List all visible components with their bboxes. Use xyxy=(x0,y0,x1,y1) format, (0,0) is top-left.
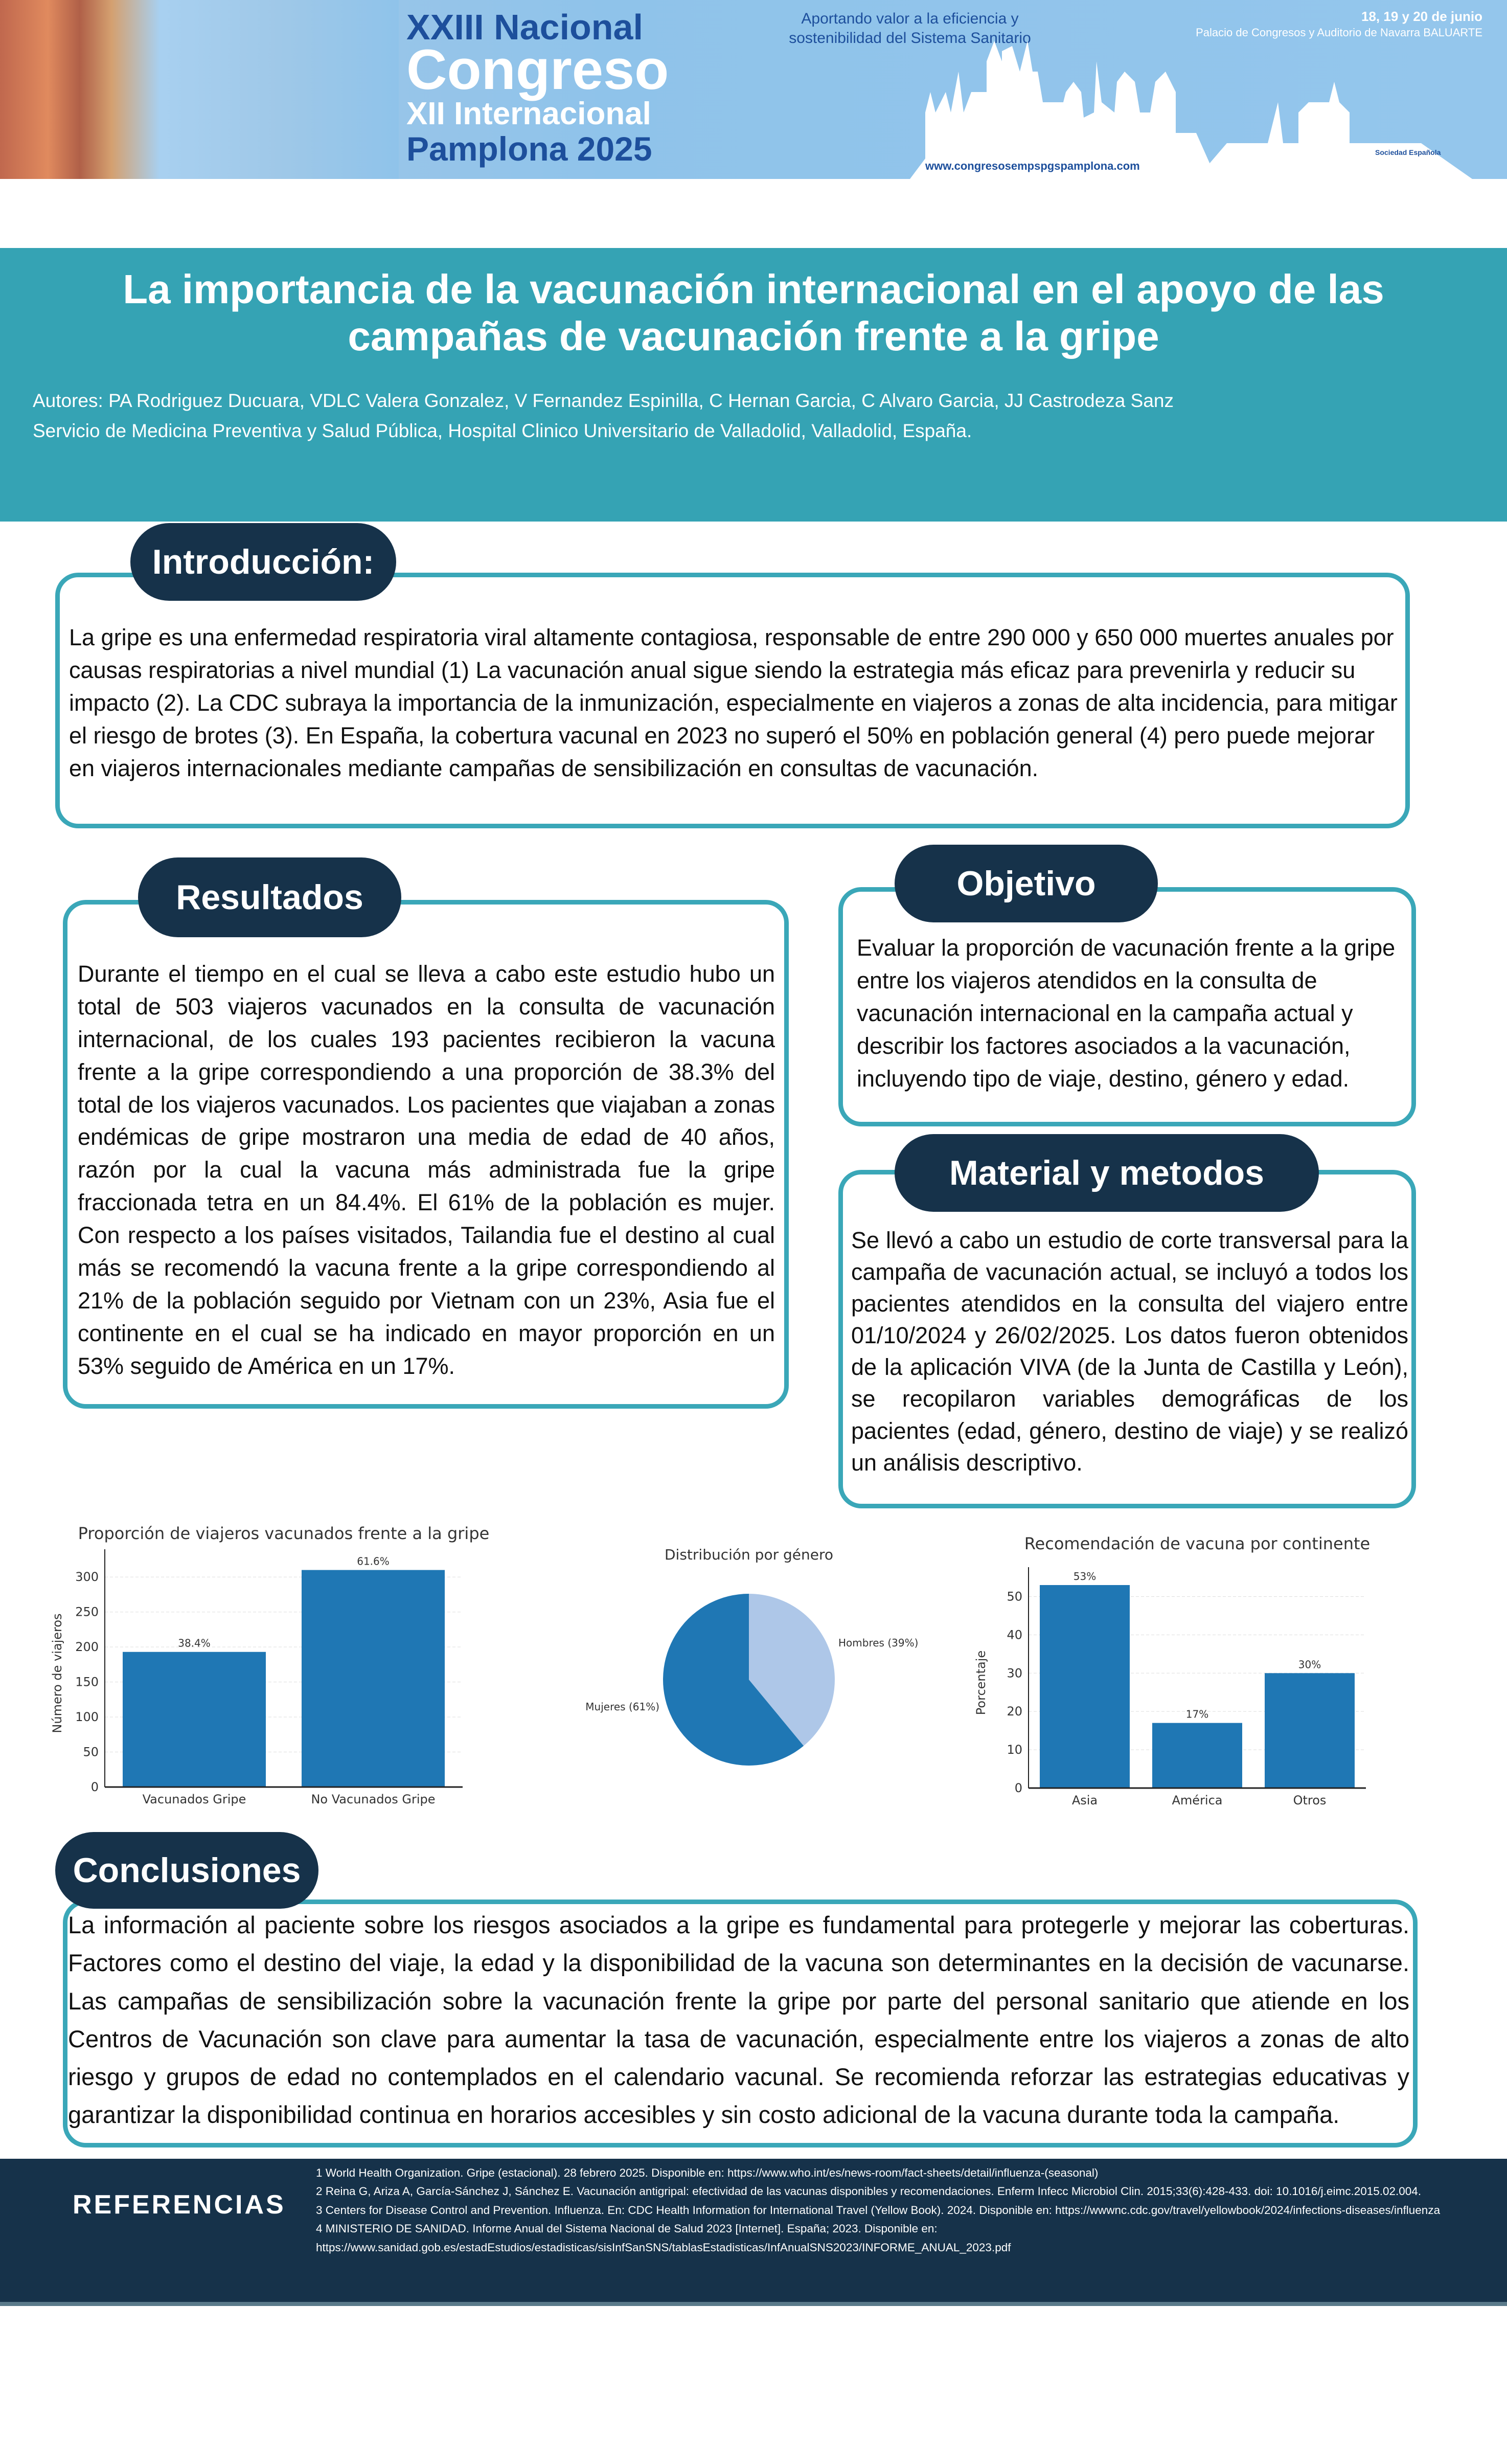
congress-banner xyxy=(0,0,1507,179)
y-tick-label: 100 xyxy=(75,1710,99,1725)
venue-text: Palacio de Congresos y Auditorio de Navarra BALUARTE xyxy=(1196,26,1482,39)
chart-title: Distribución por género xyxy=(665,1546,833,1563)
authors: Autores: PA Rodriguez Ducuara, VDLC Valera Gonzalez, V Fernandez Espinilla, C Hernan Garcia, C Alvaro Garcia, JJ Castrodeza Sanz xyxy=(33,390,1174,411)
x-tick-label: Vacunados Gripe xyxy=(142,1792,246,1806)
x-tick-label: No Vacunados Gripe xyxy=(311,1792,436,1806)
congress-title-line4: Pamplona 2025 xyxy=(406,130,652,168)
y-tick-label: 50 xyxy=(83,1745,99,1759)
congress-dates xyxy=(1176,8,1482,40)
material-heading: Material y metodos xyxy=(895,1134,1319,1212)
introduccion-text: La gripe es una enfermedad respiratoria viral altamente contagiosa, responsable de entre 290 000 y 650 000 muertes anuales por causas respiratorias a nivel mundial (1) La vacunación anual sigue siendo la estrategia más eficaz para prevenirla y reducir su impacto (2). La CDC subraya la importancia de la inmunización, especialmente en viajeros a zonas de alta incidencia, para mitigar el riesgo de brotes (3). En España, la cobertura vacunal en 2023 no superó el 50% en población general (4) pero puede mejorar en viajeros internacionales mediante campañas de sensibilización en consultas de vacunación. xyxy=(69,624,1398,781)
y-tick-label: 150 xyxy=(75,1675,99,1689)
y-tick-label: 200 xyxy=(75,1640,99,1655)
x-tick-label: América xyxy=(1172,1793,1223,1807)
y-tick-label: 250 xyxy=(75,1604,99,1619)
y-tick-label: 0 xyxy=(1014,1781,1022,1795)
references-list xyxy=(316,2164,1492,2257)
congress-title-line2: Congreso xyxy=(406,38,669,101)
bar-vacunados-gripe xyxy=(123,1652,266,1787)
y-tick-label: 0 xyxy=(90,1780,99,1794)
bar-américa xyxy=(1152,1723,1242,1788)
objetivo-heading: Objetivo xyxy=(895,845,1158,922)
x-tick-label: Otros xyxy=(1293,1793,1327,1807)
congress-website[interactable]: www.congresosempspgspamplona.com xyxy=(925,160,1140,172)
y-tick-label: 20 xyxy=(1007,1704,1022,1719)
data-label: 30% xyxy=(1298,1658,1321,1671)
reference-item: 2 Reina G, Ariza A, García-Sánchez J, Sánchez E. Vacunación antigripal: efectividad de las vacunas disponibles y recomendaciones. Enferm Infecc Microbiol Clin. 2015;33(6):428-433. doi: 10.1016/j.eimc.2015.02.004. xyxy=(316,2185,1422,2198)
title-block xyxy=(0,266,1507,516)
y-axis-label: Porcentaje xyxy=(974,1650,988,1715)
city-photo xyxy=(0,0,399,179)
authors-block xyxy=(33,386,1507,446)
chart-title: Recomendación de vacuna por continente xyxy=(1024,1534,1371,1553)
reference-item: 4 MINISTERIO DE SANIDAD. Informe Anual del Sistema Nacional de Salud 2023 [Internet]. España; 2023. Disponible en: https://www.sanidad.gob.es/estadEstudios/estadisticas/sisInfSanSNS/tablasEstadisticas/InfAnualSNS2023/INFORME_ANUAL_2023.pdf xyxy=(316,2222,1011,2254)
bar-no-vacunados-gripe xyxy=(302,1570,445,1787)
x-tick-label: Asia xyxy=(1071,1793,1098,1807)
pie-label-mujeres: Mujeres (61%) xyxy=(585,1701,659,1713)
y-axis-label: Número de viajeros xyxy=(50,1613,64,1733)
data-label: 61.6% xyxy=(357,1555,390,1568)
pie-label-hombres: Hombres (39%) xyxy=(838,1637,919,1649)
conclusiones-heading: Conclusiones xyxy=(55,1832,318,1909)
y-tick-label: 300 xyxy=(75,1570,99,1585)
references-heading: REFERENCIAS xyxy=(73,2190,286,2220)
congress-tagline: Aportando valor a la eficiencia y sostenibilidad del Sistema Sanitario xyxy=(789,10,1031,47)
data-label: 38.4% xyxy=(178,1637,211,1649)
chart-title: Proporción de viajeros vacunados frente a la gripe xyxy=(78,1524,490,1543)
charts-area xyxy=(0,1521,1507,1813)
resultados-text: Durante el tiempo en el cual se lleva a cabo este estudio hubo un total de 503 viajeros vacunados en la consulta de vacunación internacional, de los cuales 193 pacientes recibieron la vacuna frente a la gripe correspondiendo a una proporción de 38.3% del total de los viajeros vacunados. Los pacientes que viajaban a zonas endémicas de gripe mostraron una media de edad de 40 años, razón por la cual la vacuna más administrada fue la gripe fraccionada tetra en un 84.4%. El 61% de la población es mujer. Con respecto a los países visitados, Tailandia fue el destino al cual más se recomendó la vacuna frente a la gripe correspondiendo al 21% de la población seguido por Vietnam con un 23%, Asia fue el continente en el cual se ha indicado en mayor proporción en un 53% seguido de América en un 17%. xyxy=(78,961,775,1379)
congress-title-line3: XII Internacional xyxy=(406,96,651,131)
conclusiones-text: La información al paciente sobre los riesgos asociados a la gripe es fundamental para protegerle y mejorar las coberturas. Factores como el destino del viaje, la edad y la disponibilidad de la vacuna son determinantes en la decisión de vacunarse. Las campañas de sensibilización sobre la vacunación frente la gripe por parte del personal sanitario que atiende en los Centros de Vacunación son clave para aumentar la tasa de vacunación, especialmente entre los viajeros a zonas de alto riesgo y grupos de edad no contemplados en el calendario vacunal. Se recomienda reforzar las estrategias educativas y garantizar la disponibilidad continua en horarios accesibles y sin costo adicional de la vacuna durante toda la campaña. xyxy=(68,1911,1409,2129)
poster-title: La importancia de la vacunación internacional en el apoyo de las campañas de vacunación frente a la gripe xyxy=(123,266,1384,359)
affiliation: Servicio de Medicina Preventiva y Salud Pública, Hospital Clinico Universitario de Valladolid, Valladolid, España. xyxy=(33,420,972,442)
bar-otros xyxy=(1265,1673,1355,1788)
material-text: Se llevó a cabo un estudio de corte transversal para la campaña de vacunación actual, se incluyó a todos los pacientes atendidos en la consulta del viajero entre 01/10/2024 y 26/02/2025. Los datos fueron obtenidos de la aplicación VIVA (de la Junta de Castilla y León), se recopilaron variables demográficas de los pacientes (edad, género, destino de viaje) y se realizó un análisis descriptivo. xyxy=(851,1227,1408,1476)
data-label: 17% xyxy=(1185,1708,1209,1721)
y-tick-label: 50 xyxy=(1007,1589,1022,1604)
reference-item: 1 World Health Organization. Gripe (estacional). 28 febrero 2025. Disponible en: https://www.who.int/es/news-room/fact-sheets/detail/influenza-(seasonal) xyxy=(316,2166,1099,2179)
skyline-illustration xyxy=(910,41,1472,179)
reference-item: 3 Centers for Disease Control and Prevention. Influenza. En: CDC Health Information for International Travel (Yellow Book). 2024. Disponible en: https://wwwnc.cdc.gov/travel/yellowbook/2024/infections-diseases/influenza xyxy=(316,2203,1441,2217)
y-tick-label: 40 xyxy=(1007,1627,1022,1642)
data-label: 53% xyxy=(1073,1570,1097,1583)
introduccion-heading: Introducción: xyxy=(130,523,396,601)
bar-asia xyxy=(1040,1585,1130,1788)
resultados-heading: Resultados xyxy=(138,857,401,937)
y-tick-label: 10 xyxy=(1007,1743,1022,1757)
dates-text: 18, 19 y 20 de junio xyxy=(1361,9,1482,24)
society-logo: Sociedad Española xyxy=(1375,148,1441,156)
y-tick-label: 30 xyxy=(1007,1666,1022,1681)
congress-title-line1: XXIII Nacional xyxy=(406,7,643,47)
objetivo-text: Evaluar la proporción de vacunación frente a la gripe entre los viajeros atendidos en la consulta de vacunación internacional en la campaña actual y describir los factores asociados a la vacunación, incluyendo tipo de viaje, destino, género y edad. xyxy=(857,935,1396,1092)
